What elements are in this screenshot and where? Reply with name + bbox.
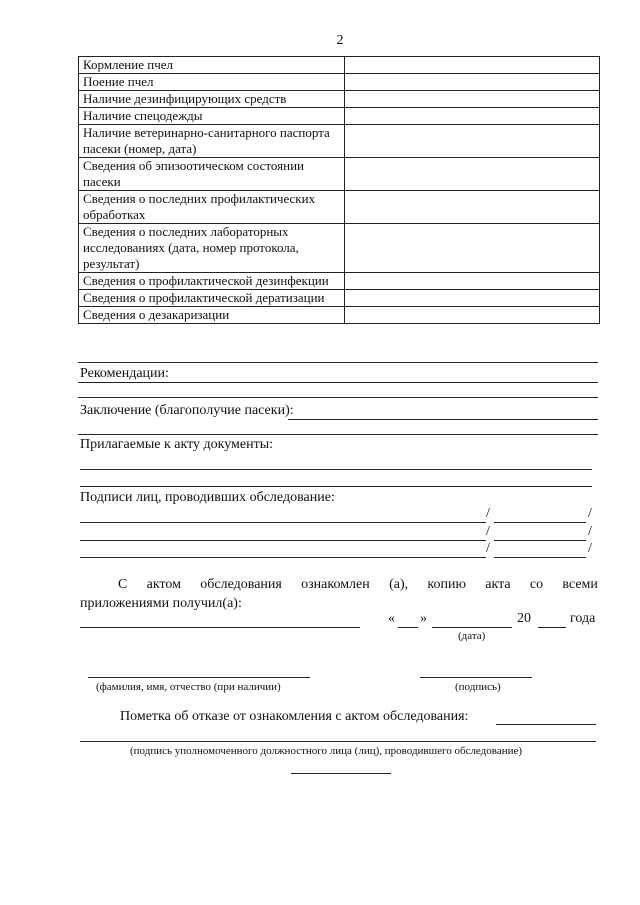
acknowledgement-word: акта xyxy=(485,577,511,592)
attached-docs-line-1[interactable] xyxy=(80,469,592,470)
signature-slash-2b: / xyxy=(588,524,592,539)
table-row xyxy=(79,91,600,108)
full-name-line[interactable] xyxy=(88,677,310,678)
official-signature-line[interactable] xyxy=(80,741,596,742)
signature-slash-2a: / xyxy=(486,524,490,539)
date-day-field[interactable] xyxy=(398,627,418,628)
table-row-value[interactable] xyxy=(344,74,599,91)
signature-name-line-2[interactable] xyxy=(80,540,486,541)
recommendations-line-2[interactable] xyxy=(78,397,598,398)
acknowledgement-word: (а), xyxy=(389,577,409,592)
table-row-label: Кормление пчел xyxy=(79,57,345,74)
table-row xyxy=(79,307,600,324)
page-number: 2 xyxy=(336,33,344,48)
acknowledgement-word: С xyxy=(118,577,128,592)
conclusion-line-2[interactable] xyxy=(78,434,598,435)
table-row-label: Сведения о дезакаризации xyxy=(79,307,345,324)
table-row-label: Наличие ветеринарно-санитарного паспорта пасеки (номер, дата) xyxy=(79,125,345,158)
signature-sign-line-2[interactable] xyxy=(494,540,586,541)
date-open-quote: « xyxy=(388,611,395,626)
conclusion-label: Заключение (благополучие пасеки): xyxy=(80,403,294,418)
signature-caption: (подпись) xyxy=(455,681,501,693)
signature-sign-line-3[interactable] xyxy=(494,557,586,558)
date-year-suffix: года xyxy=(570,611,596,626)
recommendations-label: Рекомендации: xyxy=(80,366,169,381)
date-year-prefix: 20 xyxy=(517,611,531,626)
acknowledgement-text-line-1 xyxy=(118,577,598,593)
attached-docs-line-2[interactable] xyxy=(80,486,592,487)
date-close-quote: » xyxy=(420,611,427,626)
table-row xyxy=(79,224,600,273)
table-row-label: Сведения о профилактической дератизации xyxy=(79,290,345,307)
acknowledgement-word: ознакомлен xyxy=(301,577,370,592)
table-row-value[interactable] xyxy=(344,158,599,191)
acknowledgement-word: актом xyxy=(146,577,181,592)
table-row-value[interactable] xyxy=(344,290,599,307)
date-caption: (дата) xyxy=(458,630,486,642)
official-signature-caption: (подпись уполномоченного должностного лица (лиц), проводившего обследование) xyxy=(130,745,523,757)
attached-docs-label: Прилагаемые к акту документы: xyxy=(80,437,274,452)
inspection-table xyxy=(78,56,600,324)
acknowledgement-signature-line[interactable] xyxy=(80,627,360,628)
signature-slash-3b: / xyxy=(588,541,592,556)
table-row-label: Наличие спецодежды xyxy=(79,108,345,125)
signatures-label: Подписи лиц, проводивших обследование: xyxy=(80,490,335,505)
table-row xyxy=(79,158,600,191)
table-row-label: Наличие дезинфицирующих средств xyxy=(79,91,345,108)
table-row xyxy=(79,57,600,74)
table-row-label: Поение пчел xyxy=(79,74,345,91)
signature-name-line-1[interactable] xyxy=(80,522,486,523)
table-row-label: Сведения о последних лабораторных исследованиях (дата, номер протокола, результат) xyxy=(79,224,345,273)
table-row xyxy=(79,290,600,307)
full-name-caption: (фамилия, имя, отчество (при наличии) xyxy=(96,681,281,693)
signature-sign-line-1[interactable] xyxy=(494,522,586,523)
table-row-value[interactable] xyxy=(344,307,599,324)
signature-slash-3a: / xyxy=(486,541,490,556)
end-separator-line xyxy=(291,773,391,774)
signature-slash-1b: / xyxy=(588,506,592,521)
refusal-label: Пометка об отказе от ознакомления с актом обследования: xyxy=(120,709,469,724)
acknowledgement-word: копию xyxy=(427,577,466,592)
table-row xyxy=(79,191,600,224)
table-row-value[interactable] xyxy=(344,224,599,273)
refusal-line[interactable] xyxy=(496,724,596,725)
table-row-value[interactable] xyxy=(344,125,599,158)
table-row-label: Сведения о профилактической дезинфекции xyxy=(79,273,345,290)
acknowledgement-word: со xyxy=(529,577,544,592)
recommendations-top-line xyxy=(78,362,598,363)
acknowledgement-word: всеми xyxy=(562,577,598,592)
table-row-label: Сведения о последних профилактических обработках xyxy=(79,191,345,224)
signature-line[interactable] xyxy=(420,677,532,678)
table-row-label: Сведения об эпизоотическом состоянии пасеки xyxy=(79,158,345,191)
acknowledgement-word: обследования xyxy=(200,577,282,592)
date-year-field[interactable] xyxy=(538,627,566,628)
table-row-value[interactable] xyxy=(344,108,599,125)
conclusion-line[interactable] xyxy=(288,419,598,420)
acknowledgement-text-line-2: приложениями получил(а): xyxy=(80,596,242,611)
table-row-value[interactable] xyxy=(344,91,599,108)
table-row-value[interactable] xyxy=(344,191,599,224)
recommendations-line[interactable] xyxy=(78,382,598,383)
table-row xyxy=(79,273,600,290)
signature-slash-1a: / xyxy=(486,506,490,521)
table-row xyxy=(79,125,600,158)
date-month-field[interactable] xyxy=(432,627,512,628)
table-row xyxy=(79,74,600,91)
table-row xyxy=(79,108,600,125)
signature-name-line-3[interactable] xyxy=(80,557,486,558)
table-row-value[interactable] xyxy=(344,273,599,290)
table-row-value[interactable] xyxy=(344,57,599,74)
